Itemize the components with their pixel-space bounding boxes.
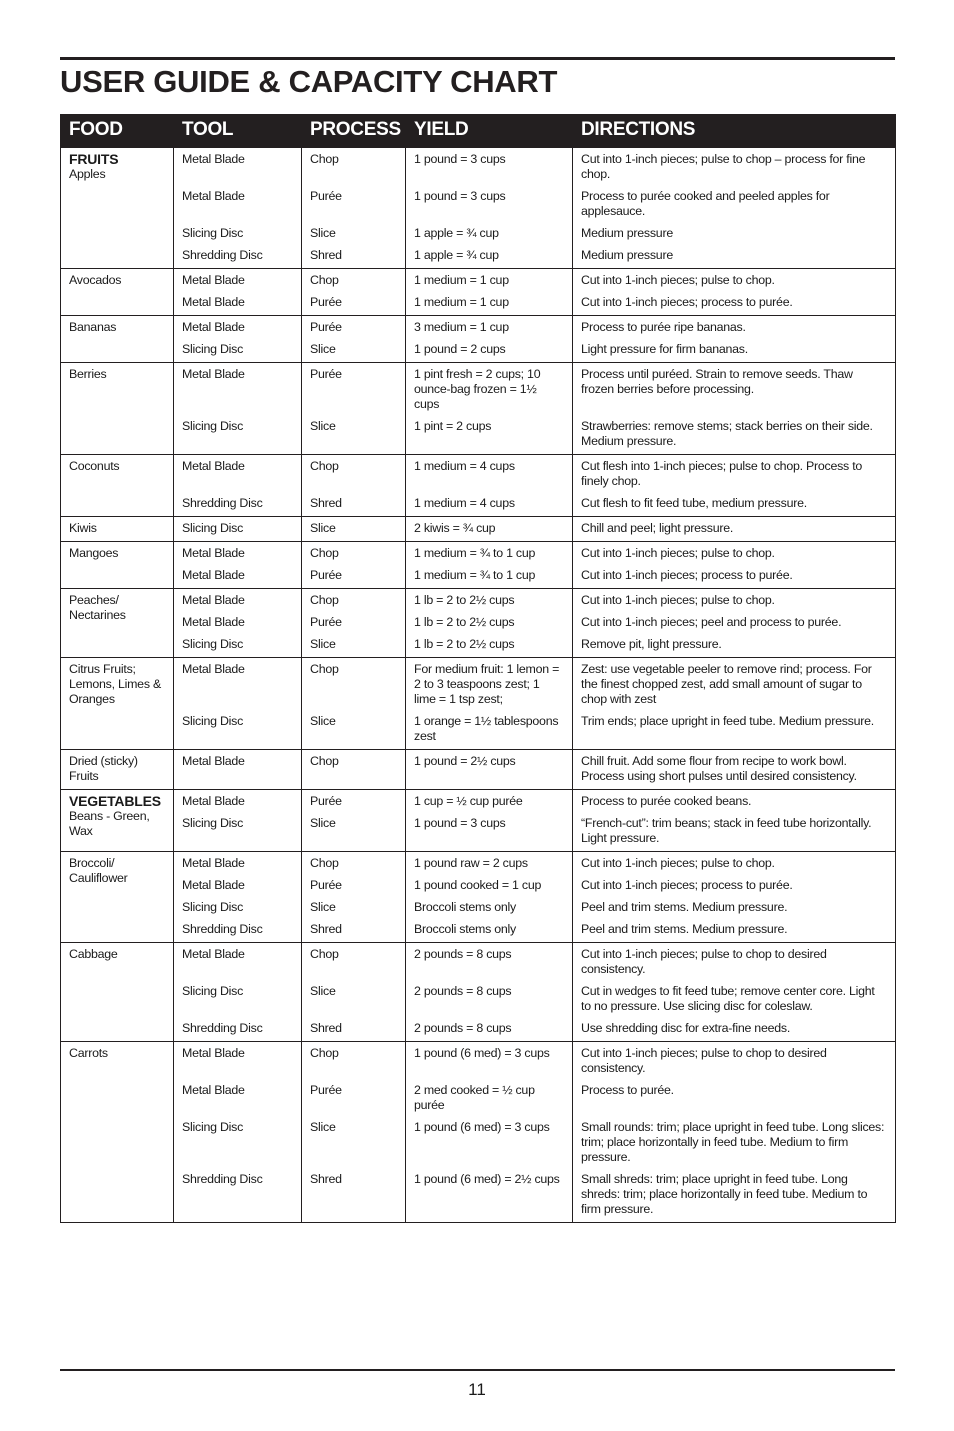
food-cell — [61, 268, 174, 315]
yield-cell — [406, 789, 573, 851]
process-value: Shred — [310, 247, 342, 262]
directions-value: Cut into 1-inch pieces; pulse to chop to desired consistency. — [581, 946, 827, 976]
table-row — [61, 315, 896, 362]
process-value: Purée — [310, 294, 342, 309]
tool-value: Metal Blade — [182, 1045, 245, 1060]
process-cell — [302, 789, 406, 851]
yield-value: 1 medium = 1 cup — [414, 272, 509, 287]
process-value: Chop — [310, 946, 339, 961]
category-label: VEGETABLES — [69, 792, 161, 809]
tool-value: Metal Blade — [182, 661, 245, 676]
tool-value: Metal Blade — [182, 877, 245, 892]
tool-cell — [174, 315, 302, 362]
process-value: Shred — [310, 921, 342, 936]
food-cell — [61, 315, 174, 362]
directions-value: Chill fruit. Add some flour from recipe to work bowl. Process using short pulses until desired consistency. — [581, 753, 857, 783]
food-name: Coconuts — [69, 458, 120, 473]
directions-cell — [573, 516, 896, 541]
table-row — [61, 851, 896, 942]
header-tool: TOOL — [174, 114, 302, 147]
tool-value: Metal Blade — [182, 151, 245, 166]
process-value: Shred — [310, 1020, 342, 1035]
yield-value: 2 pounds = 8 cups — [414, 946, 512, 961]
directions-value: Process to purée cooked and peeled apples for applesauce. — [581, 188, 830, 218]
food-name: Cabbage — [69, 946, 118, 961]
tool-value: Shredding Disc — [182, 247, 263, 262]
process-cell — [302, 516, 406, 541]
yield-value: 1 medium = 1 cup — [414, 294, 509, 309]
directions-value: Cut into 1-inch pieces; process to purée. — [581, 567, 793, 582]
yield-value: 1 pound = 2½ cups — [414, 753, 516, 768]
tool-value: Slicing Disc — [182, 418, 244, 433]
directions-value: Remove pit, light pressure. — [581, 636, 722, 651]
food-name: Bananas — [69, 319, 117, 334]
process-value: Slice — [310, 899, 336, 914]
yield-cell — [406, 749, 573, 789]
directions-cell — [573, 362, 896, 454]
yield-cell — [406, 657, 573, 749]
food-name: Mangoes — [69, 545, 119, 560]
process-cell — [302, 942, 406, 1041]
process-value: Purée — [310, 366, 342, 381]
yield-value: 1 pound (6 med) = 3 cups — [414, 1045, 550, 1060]
directions-value: Small rounds: trim; place upright in feed tube. Long slices: trim; place horizontally in feed tube. Medium to firm pressure. — [581, 1119, 885, 1164]
table-row — [61, 268, 896, 315]
top-rule — [60, 57, 895, 60]
yield-value: 1 medium = 4 cups — [414, 458, 515, 473]
process-cell — [302, 147, 406, 268]
food-name: Berries — [69, 366, 107, 381]
food-cell — [61, 454, 174, 516]
directions-cell — [573, 454, 896, 516]
tool-value: Slicing Disc — [182, 815, 244, 830]
table-row — [61, 942, 896, 1041]
directions-value: Process to purée. — [581, 1082, 674, 1097]
yield-value: 1 lb = 2 to 2½ cups — [414, 592, 515, 607]
tool-cell — [174, 541, 302, 588]
tool-value: Metal Blade — [182, 567, 245, 582]
food-cell — [61, 851, 174, 942]
tool-value: Shredding Disc — [182, 1020, 263, 1035]
yield-value: 1 medium = 4 cups — [414, 495, 515, 510]
tool-cell — [174, 268, 302, 315]
tool-value: Shredding Disc — [182, 921, 263, 936]
directions-value: Cut into 1-inch pieces; process to purée. — [581, 294, 793, 309]
yield-value: 1 apple = ¾ cup — [414, 225, 499, 240]
tool-cell — [174, 942, 302, 1041]
food-name: Peaches/ Nectarines — [69, 592, 126, 622]
tool-value: Slicing Disc — [182, 899, 244, 914]
yield-value: 2 kiwis = ¾ cup — [414, 520, 496, 535]
directions-cell — [573, 541, 896, 588]
process-value: Purée — [310, 1082, 342, 1097]
yield-value: 1 pint = 2 cups — [414, 418, 492, 433]
process-value: Slice — [310, 341, 336, 356]
directions-value: Cut in wedges to fit feed tube; remove center core. Light to no pressure. Use slicing disc for coleslaw. — [581, 983, 875, 1013]
tool-value: Metal Blade — [182, 1082, 245, 1097]
process-cell — [302, 588, 406, 657]
process-value: Slice — [310, 520, 336, 535]
yield-value: 1 lb = 2 to 2½ cups — [414, 636, 515, 651]
yield-value: 2 med cooked = ½ cup purée — [414, 1082, 535, 1112]
process-value: Chop — [310, 272, 339, 287]
food-name: Beans - Green, Wax — [69, 808, 150, 838]
food-name: Broccoli/ Cauliflower — [69, 855, 128, 885]
yield-value: 1 medium = ¾ to 1 cup — [414, 545, 536, 560]
header-food: FOOD — [61, 114, 174, 147]
tool-value: Metal Blade — [182, 753, 245, 768]
tool-value: Metal Blade — [182, 319, 245, 334]
page-title: USER GUIDE & CAPACITY CHART — [60, 64, 558, 99]
yield-cell — [406, 362, 573, 454]
yield-cell — [406, 588, 573, 657]
process-cell — [302, 362, 406, 454]
process-cell — [302, 454, 406, 516]
table-row — [61, 516, 896, 541]
capacity-chart-table — [60, 114, 896, 1223]
directions-cell — [573, 315, 896, 362]
yield-value: 1 pound = 3 cups — [414, 815, 506, 830]
food-cell — [61, 942, 174, 1041]
yield-cell — [406, 516, 573, 541]
process-cell — [302, 315, 406, 362]
food-cell — [61, 789, 174, 851]
yield-cell — [406, 454, 573, 516]
header-directions: DIRECTIONS — [573, 114, 896, 147]
yield-cell — [406, 147, 573, 268]
tool-cell — [174, 362, 302, 454]
tool-cell — [174, 516, 302, 541]
directions-value: Cut into 1-inch pieces; pulse to chop to desired consistency. — [581, 1045, 827, 1075]
process-value: Slice — [310, 636, 336, 651]
yield-cell — [406, 942, 573, 1041]
table-body — [61, 147, 896, 1222]
yield-value: 1 cup = ½ cup purée — [414, 793, 523, 808]
directions-value: “French-cut”: trim beans; stack in feed tube horizontally. Light pressure. — [581, 815, 872, 845]
table-row — [61, 588, 896, 657]
directions-cell — [573, 147, 896, 268]
table-row — [61, 749, 896, 789]
food-name: Carrots — [69, 1045, 108, 1060]
process-value: Chop — [310, 592, 339, 607]
yield-value: 1 pound = 2 cups — [414, 341, 506, 356]
process-value: Chop — [310, 855, 339, 870]
process-value: Chop — [310, 1045, 339, 1060]
directions-value: Strawberries: remove stems; stack berries on their side. Medium pressure. — [581, 418, 873, 448]
yield-value: Broccoli stems only — [414, 899, 516, 914]
process-value: Shred — [310, 495, 342, 510]
process-value: Slice — [310, 418, 336, 433]
food-cell — [61, 749, 174, 789]
tool-value: Metal Blade — [182, 592, 245, 607]
directions-value: Cut flesh into 1-inch pieces; pulse to chop. Process to finely chop. — [581, 458, 863, 488]
directions-value: Cut into 1-inch pieces; process to purée. — [581, 877, 793, 892]
food-name: Apples — [69, 166, 106, 181]
yield-value: 2 pounds = 8 cups — [414, 983, 512, 998]
process-value: Slice — [310, 713, 336, 728]
process-value: Purée — [310, 877, 342, 892]
tool-cell — [174, 588, 302, 657]
yield-cell — [406, 541, 573, 588]
tool-value: Metal Blade — [182, 188, 245, 203]
process-value: Purée — [310, 319, 342, 334]
directions-cell — [573, 749, 896, 789]
food-name: Dried (sticky) Fruits — [69, 753, 138, 783]
tool-value: Metal Blade — [182, 366, 245, 381]
table-header-row — [61, 114, 896, 147]
directions-cell — [573, 942, 896, 1041]
tool-value: Metal Blade — [182, 458, 245, 473]
directions-value: Process to purée cooked beans. — [581, 793, 752, 808]
process-value: Chop — [310, 151, 339, 166]
bottom-rule — [60, 1369, 895, 1371]
yield-value: 3 medium = 1 cup — [414, 319, 509, 334]
directions-value: Cut into 1-inch pieces; pulse to chop – process for fine chop. — [581, 151, 866, 181]
process-value: Purée — [310, 188, 342, 203]
yield-cell — [406, 268, 573, 315]
directions-value: Cut into 1-inch pieces; pulse to chop. — [581, 855, 775, 870]
directions-cell — [573, 851, 896, 942]
tool-cell — [174, 789, 302, 851]
tool-cell — [174, 1041, 302, 1222]
process-value: Purée — [310, 793, 342, 808]
directions-value: Light pressure for firm bananas. — [581, 341, 748, 356]
process-cell — [302, 1041, 406, 1222]
directions-value: Process until puréed. Strain to remove seeds. Thaw frozen berries before processing. — [581, 366, 853, 396]
page-number: 11 — [468, 1380, 486, 1399]
directions-value: Process to purée ripe bananas. — [581, 319, 746, 334]
yield-value: For medium fruit: 1 lemon = 2 to 3 teaspoons zest; 1 lime = 1 tsp zest; — [414, 661, 560, 706]
tool-cell — [174, 657, 302, 749]
food-name: Kiwis — [69, 520, 97, 535]
yield-value: 1 pound (6 med) = 2½ cups — [414, 1171, 560, 1186]
process-value: Chop — [310, 458, 339, 473]
tool-value: Metal Blade — [182, 946, 245, 961]
yield-value: 1 pound raw = 2 cups — [414, 855, 528, 870]
process-value: Chop — [310, 545, 339, 560]
food-cell — [61, 516, 174, 541]
food-cell — [61, 541, 174, 588]
process-cell — [302, 749, 406, 789]
tool-cell — [174, 454, 302, 516]
yield-value: 1 pound = 3 cups — [414, 188, 506, 203]
process-value: Chop — [310, 753, 339, 768]
tool-value: Slicing Disc — [182, 1119, 244, 1134]
yield-value: 1 medium = ¾ to 1 cup — [414, 567, 536, 582]
process-cell — [302, 541, 406, 588]
process-value: Slice — [310, 983, 336, 998]
yield-value: 1 pound = 3 cups — [414, 151, 506, 166]
process-cell — [302, 268, 406, 315]
yield-value: 1 pound (6 med) = 3 cups — [414, 1119, 550, 1134]
tool-value: Slicing Disc — [182, 636, 244, 651]
tool-cell — [174, 147, 302, 268]
process-value: Slice — [310, 225, 336, 240]
tool-value: Slicing Disc — [182, 225, 244, 240]
process-cell — [302, 657, 406, 749]
food-cell — [61, 147, 174, 268]
yield-cell — [406, 315, 573, 362]
food-cell — [61, 657, 174, 749]
directions-cell — [573, 588, 896, 657]
food-name: Avocados — [69, 272, 122, 287]
header-process: PROCESS — [302, 114, 406, 147]
process-value: Slice — [310, 815, 336, 830]
tool-value: Slicing Disc — [182, 713, 244, 728]
table-row — [61, 362, 896, 454]
directions-cell — [573, 657, 896, 749]
directions-value: Use shredding disc for extra-fine needs. — [581, 1020, 791, 1035]
tool-value: Slicing Disc — [182, 520, 244, 535]
process-value: Purée — [310, 567, 342, 582]
tool-value: Shredding Disc — [182, 495, 263, 510]
directions-cell — [573, 268, 896, 315]
directions-value: Cut into 1-inch pieces; pulse to chop. — [581, 592, 775, 607]
tool-value: Slicing Disc — [182, 341, 244, 356]
directions-value: Cut into 1-inch pieces; pulse to chop. — [581, 272, 775, 287]
yield-value: 2 pounds = 8 cups — [414, 1020, 512, 1035]
header-yield: YIELD — [406, 114, 573, 147]
tool-value: Metal Blade — [182, 545, 245, 560]
category-label: FRUITS — [69, 150, 119, 167]
table-row — [61, 657, 896, 749]
food-cell — [61, 1041, 174, 1222]
directions-value: Small shreds: trim; place upright in feed tube. Long shreds: trim; place horizontally in feed tube. Medium to firm pressure. — [581, 1171, 868, 1216]
food-cell — [61, 362, 174, 454]
tool-value: Metal Blade — [182, 272, 245, 287]
yield-value: Broccoli stems only — [414, 921, 516, 936]
tool-cell — [174, 851, 302, 942]
yield-value: 1 orange = 1½ tablespoons zest — [414, 713, 559, 743]
directions-value: Medium pressure — [581, 247, 673, 262]
directions-value: Zest: use vegetable peeler to remove rind; process. For the finest chopped zest, add small amount of sugar to chop with zest — [581, 661, 872, 706]
tool-value: Shredding Disc — [182, 1171, 263, 1186]
directions-value: Medium pressure — [581, 225, 673, 240]
yield-value: 1 pound cooked = 1 cup — [414, 877, 542, 892]
directions-cell — [573, 789, 896, 851]
yield-cell — [406, 1041, 573, 1222]
directions-cell — [573, 1041, 896, 1222]
table-row — [61, 1041, 896, 1222]
yield-cell — [406, 851, 573, 942]
tool-value: Metal Blade — [182, 855, 245, 870]
process-value: Shred — [310, 1171, 342, 1186]
process-value: Purée — [310, 614, 342, 629]
tool-value: Slicing Disc — [182, 983, 244, 998]
process-value: Slice — [310, 1119, 336, 1134]
tool-cell — [174, 749, 302, 789]
table-row — [61, 454, 896, 516]
yield-value: 1 apple = ¾ cup — [414, 247, 499, 262]
directions-value: Trim ends; place upright in feed tube. Medium pressure. — [581, 713, 874, 728]
directions-value: Cut into 1-inch pieces; peel and process to purée. — [581, 614, 842, 629]
table-row — [61, 147, 896, 268]
directions-value: Peel and trim stems. Medium pressure. — [581, 899, 788, 914]
yield-value: 1 lb = 2 to 2½ cups — [414, 614, 515, 629]
process-cell — [302, 851, 406, 942]
tool-value: Metal Blade — [182, 793, 245, 808]
tool-value: Metal Blade — [182, 614, 245, 629]
table-row — [61, 789, 896, 851]
directions-value: Cut flesh to fit feed tube, medium pressure. — [581, 495, 807, 510]
directions-value: Peel and trim stems. Medium pressure. — [581, 921, 788, 936]
directions-value: Cut into 1-inch pieces; pulse to chop. — [581, 545, 775, 560]
directions-value: Chill and peel; light pressure. — [581, 520, 734, 535]
tool-value: Metal Blade — [182, 294, 245, 309]
food-cell — [61, 588, 174, 657]
yield-value: 1 pint fresh = 2 cups; 10 ounce-bag frozen = 1½ cups — [414, 366, 541, 411]
table-row — [61, 541, 896, 588]
process-value: Chop — [310, 661, 339, 676]
food-name: Citrus Fruits; Lemons, Limes & Oranges — [69, 661, 161, 706]
